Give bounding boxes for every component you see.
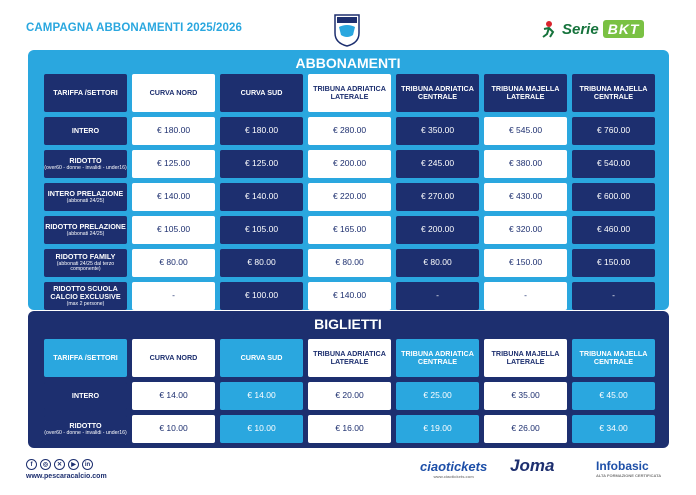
price-cell: € 460.00 [572,216,655,244]
ciaotickets-url: www.ciaotickets.com [433,474,474,479]
price-cell: € 35.00 [484,382,567,410]
x-icon[interactable]: ✕ [54,459,65,470]
bkt-badge: BKT [603,20,645,38]
price-cell: € 80.00 [308,249,391,277]
row-label-note: (abbonati 24/25 dal terzo componente) [56,260,115,273]
price-cell: € 16.00 [308,415,391,443]
price-cell: - [484,282,567,310]
price-cell: € 25.00 [396,382,479,410]
row-label [44,216,127,244]
price-cell: € 26.00 [484,415,567,443]
price-cell: € 220.00 [308,183,391,211]
price-cell: € 180.00 [220,117,303,145]
price-cell: € 125.00 [132,150,215,178]
row-label-note: (abbonati 24/25) [66,230,105,237]
price-cell: - [132,282,215,310]
row-label-text: INTERO PRELAZIONE [47,188,124,198]
price-cell: € 10.00 [220,415,303,443]
serie-bkt-logo [540,17,672,41]
price-cell: € 270.00 [396,183,479,211]
abbonamenti-title: ABBONAMENTI [233,53,463,73]
price-cell: € 165.00 [308,216,391,244]
price-cell: € 105.00 [132,216,215,244]
instagram-icon[interactable]: ◎ [40,459,51,470]
row-label-text: INTERO [71,391,100,401]
club-crest-icon [333,13,361,47]
joma-logo [510,456,554,476]
row-label [44,382,127,410]
price-cell: € 140.00 [132,183,215,211]
price-cell: € 140.00 [220,183,303,211]
column-header: CURVA NORD [132,74,215,112]
column-header: CURVA SUD [220,74,303,112]
row-label [44,117,127,145]
price-cell: € 20.00 [308,382,391,410]
price-cell: € 80.00 [132,249,215,277]
price-cell: - [572,282,655,310]
price-cell: € 200.00 [308,150,391,178]
facebook-icon[interactable]: f [26,459,37,470]
row-label-text: RIDOTTO FAMILY [55,251,116,261]
serie-text: Serie [562,20,599,38]
social-links [26,459,93,470]
row-label [44,183,127,211]
price-cell: € 540.00 [572,150,655,178]
row-label-note: (over60 - donne - invalidi - under16) [44,429,127,436]
price-cell: € 320.00 [484,216,567,244]
price-cell: € 100.00 [220,282,303,310]
price-cell: € 140.00 [308,282,391,310]
price-cell: € 80.00 [396,249,479,277]
website-link[interactable]: www.pescaracalcio.com [26,473,107,480]
row-label-note: (abbonati 24/25) [66,197,105,204]
price-cell: € 19.00 [396,415,479,443]
price-cell: € 200.00 [396,216,479,244]
column-header: TRIBUNA ADRIATICA CENTRALE [396,74,479,112]
infobasic-logo [596,459,661,478]
column-header: CURVA NORD [132,339,215,377]
infobasic-name: Infobasic [596,459,649,473]
serie-logo-icon [540,20,558,38]
row-label-note: (max 2 persone) [66,300,105,307]
column-header: TRIBUNA MAJELLA CENTRALE [572,74,655,112]
price-cell: € 125.00 [220,150,303,178]
row-label-text: INTERO [71,126,100,136]
row-label [44,249,127,277]
price-cell: € 600.00 [572,183,655,211]
biglietti-title: BIGLIETTI [233,314,463,334]
column-header: TRIBUNA MAJELLA CENTRALE [572,339,655,377]
price-cell: € 180.00 [132,117,215,145]
youtube-icon[interactable]: ▶ [68,459,79,470]
row-label-text: RIDOTTO [69,420,102,430]
ciaotickets-name: ciaotickets [420,459,488,474]
row-label-note: (over60 - donne - invalidi - under16) [44,164,127,171]
price-cell: € 34.00 [572,415,655,443]
column-header: TARIFFA /SETTORI [44,339,127,377]
price-cell: € 280.00 [308,117,391,145]
column-header: TRIBUNA ADRIATICA LATERALE [308,339,391,377]
price-cell: € 350.00 [396,117,479,145]
row-label-text: RIDOTTO SCUOLA CALCIO EXCLUSIVE [50,283,121,301]
price-cell: € 80.00 [220,249,303,277]
price-cell: € 150.00 [572,249,655,277]
price-cell: € 45.00 [572,382,655,410]
campaign-title: CAMPAGNA ABBONAMENTI 2025/2026 [26,22,243,34]
row-label [44,150,127,178]
column-header: TRIBUNA ADRIATICA CENTRALE [396,339,479,377]
column-header: TRIBUNA ADRIATICA LATERALE [308,74,391,112]
price-cell: € 105.00 [220,216,303,244]
linkedin-icon[interactable]: in [82,459,93,470]
price-cell: € 430.00 [484,183,567,211]
price-cell: € 14.00 [132,382,215,410]
price-cell: € 545.00 [484,117,567,145]
biglietti-table [44,339,655,443]
row-label-text: RIDOTTO [69,155,102,165]
row-label [44,282,127,310]
price-cell: € 10.00 [132,415,215,443]
price-cell: - [396,282,479,310]
abbonamenti-table [44,74,655,310]
ciaotickets-logo [420,459,487,479]
column-header: TRIBUNA MAJELLA LATERALE [484,74,567,112]
price-cell: € 14.00 [220,382,303,410]
row-label [44,415,127,443]
row-label-text: RIDOTTO PRELAZIONE [45,221,126,231]
column-header: TARIFFA /SETTORI [44,74,127,112]
price-cell: € 760.00 [572,117,655,145]
infobasic-tagline: ALTA FORMAZIONE CERTIFICATA [596,473,662,478]
price-cell: € 150.00 [484,249,567,277]
price-cell: € 245.00 [396,150,479,178]
column-header: TRIBUNA MAJELLA LATERALE [484,339,567,377]
joma-name: Joma [510,456,555,475]
column-header: CURVA SUD [220,339,303,377]
price-cell: € 380.00 [484,150,567,178]
